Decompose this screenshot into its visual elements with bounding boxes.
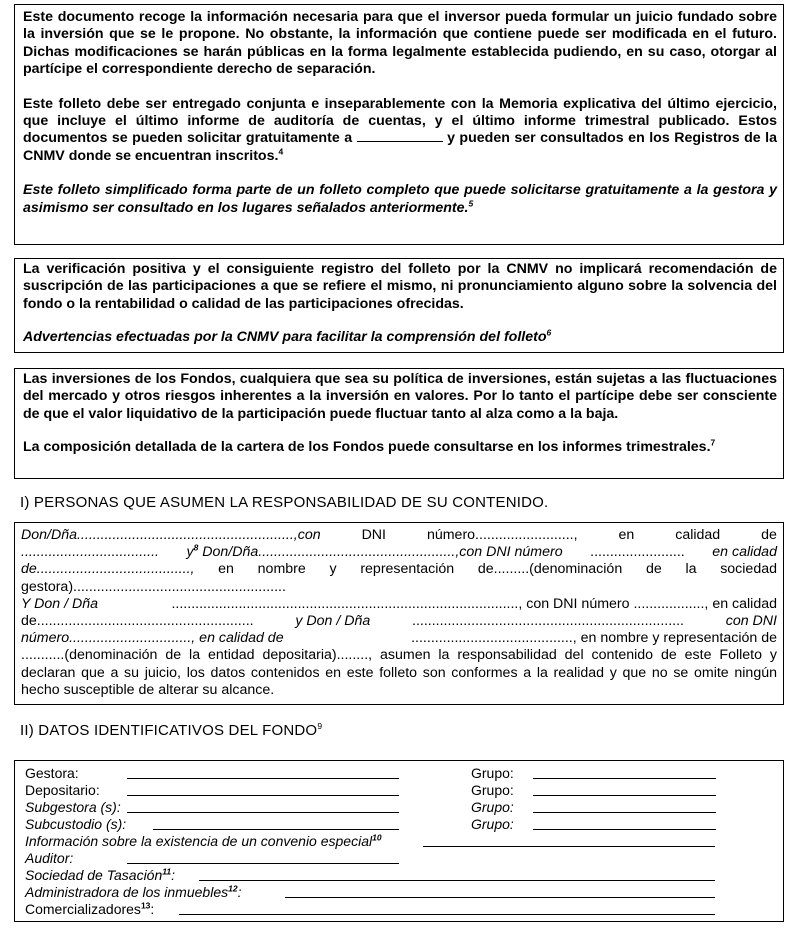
footnote-ref: 12 [228, 883, 238, 894]
portfolio-note [23, 439, 777, 456]
resp-text: nombre [257, 561, 306, 578]
resp-line [21, 630, 777, 647]
grupo-field[interactable] [533, 778, 716, 779]
blank-line [357, 130, 443, 142]
footnote-ref: 13 [140, 900, 151, 911]
resp-line: gestora)...................................................... [21, 578, 286, 595]
fund-data-box [14, 760, 784, 922]
subcustodio-field[interactable] [153, 829, 399, 830]
subcustodio-label: Subcustodio (s): [25, 816, 127, 832]
comercializadores-label: Comercializadores [25, 901, 141, 917]
footnote-ref: 5 [468, 197, 474, 208]
section-2-title-text: II) DATOS IDENTIFICATIVOS DEL FONDO [20, 722, 318, 739]
resp-text: con DNI [725, 613, 777, 630]
portfolio-text: La composición detallada de la cartera de los Fondos puede consultarse en los informes trimestrales. [23, 439, 711, 456]
tasacion-label: Sociedad de Tasación [25, 867, 163, 883]
resp-text: en [218, 561, 234, 578]
resp-text: sociedad [720, 561, 777, 578]
grupo-field[interactable] [533, 829, 716, 830]
tasacion-field[interactable] [199, 880, 715, 881]
resp-text: de......................................., [21, 561, 195, 578]
gestora-label: Gestora: [25, 765, 79, 781]
resp-text: y [329, 561, 337, 578]
footnote-ref: 10 [372, 832, 382, 843]
administradora-label: Administradora de los inmuebles [25, 884, 229, 900]
resp-line: ...........(denominación de la entidad depositaria)........, asumen la responsabilidad del contenido de este Folleto y declaran que a su juicio, los datos contenidos en este folleto son conformes a la realidad y que no se omite ningún hecho susceptible de alterar su alcance. [21, 647, 777, 698]
cnmv-paragraph: La verificación positiva y el consiguiente registro del folleto por la CNMV no implicará recomendación de suscripción de las participaciones a que se refiere el mismo, ni pronunciamiento alguno sobre la solvencia del fondo o la rentabilidad o calidad de las participaciones ofrecidas. [23, 261, 777, 312]
resp-text: ........................................................................................, con DNI número .................., en calidad [171, 595, 777, 612]
comercializadores-row: Comercializadores$^{13}$: [25, 900, 155, 917]
resp-line [21, 527, 777, 544]
resp-text: Don/Dña..................................................,con DNI número [202, 544, 563, 561]
grupo-label: Grupo: [471, 799, 514, 815]
responsibility-box [14, 522, 784, 705]
resp-text: y [186, 544, 194, 561]
grupo-label: Grupo: [471, 816, 514, 832]
resp-text: ........................................., en nombre y representación de [411, 630, 777, 647]
intro-box [14, 4, 784, 245]
auditor-label: Auditor: [25, 850, 74, 866]
simplified-note [23, 182, 777, 217]
resp-text: en calidad [712, 544, 777, 561]
resp-text: número........................., [426, 527, 578, 543]
resp-line [21, 596, 777, 613]
convenio-field[interactable] [423, 846, 715, 847]
section-2-title [20, 722, 322, 739]
convenio-row [25, 833, 382, 849]
risk-paragraph: Las inversiones de los Fondos, cualquiera que sea su política de inversiones, están sujetas a las fluctuaciones del mercado y otros riesgos inherentes a la inversión en valores. Por lo tanto el partícipe debe ser consciente de que el valor liquidativo de la participación puede fluctuar tanto al alza como a la baja. [23, 371, 777, 422]
auditor-field[interactable] [127, 863, 399, 864]
resp-text: de....................................................... [21, 613, 254, 630]
depositario-field[interactable] [127, 795, 399, 796]
administradora-field[interactable] [285, 897, 715, 898]
gestora-row [25, 765, 79, 781]
resp-text: ..................................................................... [412, 613, 684, 630]
resp-text: representación [360, 561, 455, 578]
resp-text: en [618, 527, 635, 543]
auditor-row [25, 850, 73, 866]
resp-text: Y Don / Dña [21, 595, 99, 612]
footnote-ref: 8 [193, 542, 199, 553]
resp-text: Don/Dña.......................................................,con [21, 527, 321, 543]
resp-line [21, 561, 777, 578]
grupo-field[interactable] [533, 812, 716, 813]
tasacion-row: Sociedad de Tasación$^{11}$: [25, 866, 175, 883]
grupo-label: Grupo: [471, 765, 514, 781]
cnmv-warnings-text: Advertencias efectuadas por la CNMV para facilitar la comprensión del folleto [23, 329, 547, 346]
subgestora-row [25, 799, 121, 815]
grupo-field[interactable] [533, 795, 716, 796]
footnote-ref: 6 [546, 327, 552, 338]
depositario-label: Depositario: [25, 782, 100, 798]
resp-text: de [761, 527, 777, 543]
resp-text: de.........(denominación [477, 561, 623, 578]
section-1-title: I) PERSONAS QUE ASUMEN LA RESPONSABILIDAD DE SU CONTENIDO. [20, 494, 549, 511]
gestora-field[interactable] [127, 778, 399, 779]
resp-line [21, 544, 777, 561]
resp-line [21, 613, 777, 630]
resp-text: de [645, 561, 662, 578]
cnmv-box [14, 258, 784, 353]
convenio-label: Información sobre la existencia de un convenio especial [25, 833, 373, 849]
resp-text: y Don / Dña [295, 613, 371, 630]
folleto-paragraph [23, 96, 777, 166]
comercializadores-field[interactable] [179, 914, 715, 915]
subcustodio-row [25, 816, 126, 832]
resp-text: ........................ [590, 544, 685, 561]
footnote-ref: 4 [278, 146, 284, 157]
resp-text: ................................... [21, 544, 159, 561]
folleto-text-b: y pueden ser consultados en los Registros de la CNMV donde se encuentran inscritos. [23, 130, 777, 164]
resp-text: DNI [361, 527, 386, 543]
folleto-text-a: Este folleto debe ser entregado conjunta e inseparablemente con la Memoria explicativa del último ejercicio, que incluye el último informe de auditoría de cuentas, y el último informe trimestral publicado. Estos documentos se pueden solicitar gratuitamente a [23, 95, 777, 147]
subgestora-field[interactable] [127, 812, 399, 813]
resp-text: la [685, 561, 697, 578]
resp-text: número..............................., en calidad de [21, 630, 284, 647]
risk-box [14, 368, 784, 479]
footnote-ref: 9 [317, 721, 323, 731]
subgestora-label: Subgestora (s): [25, 799, 121, 815]
footnote-ref: 7 [710, 437, 716, 448]
simplified-text: Este folleto simplificado forma parte de un folleto completo que puede solicitarse gratuitamente a la gestora y asimismo ser consultado en los lugares señalados anteriormente. [23, 182, 777, 216]
intro-paragraph: Este documento recoge la información necesaria para que el inversor pueda formular un juicio fundado sobre la inversión que se le propone. No obstante, la información que contiene puede ser modificada en el futuro. Dichas modificaciones se harán públicas en la forma legalmente establecida pudiendo, en su caso, otorgar al partícipe el correspondiente derecho de separación. [23, 9, 777, 78]
cnmv-warnings [23, 329, 777, 346]
footnote-ref: 11 [162, 866, 172, 877]
resp-text: calidad [675, 527, 721, 543]
depositario-row [25, 782, 100, 798]
grupo-label: Grupo: [471, 782, 514, 798]
administradora-row: Administradora de los inmuebles$^{12}$: [25, 883, 242, 900]
